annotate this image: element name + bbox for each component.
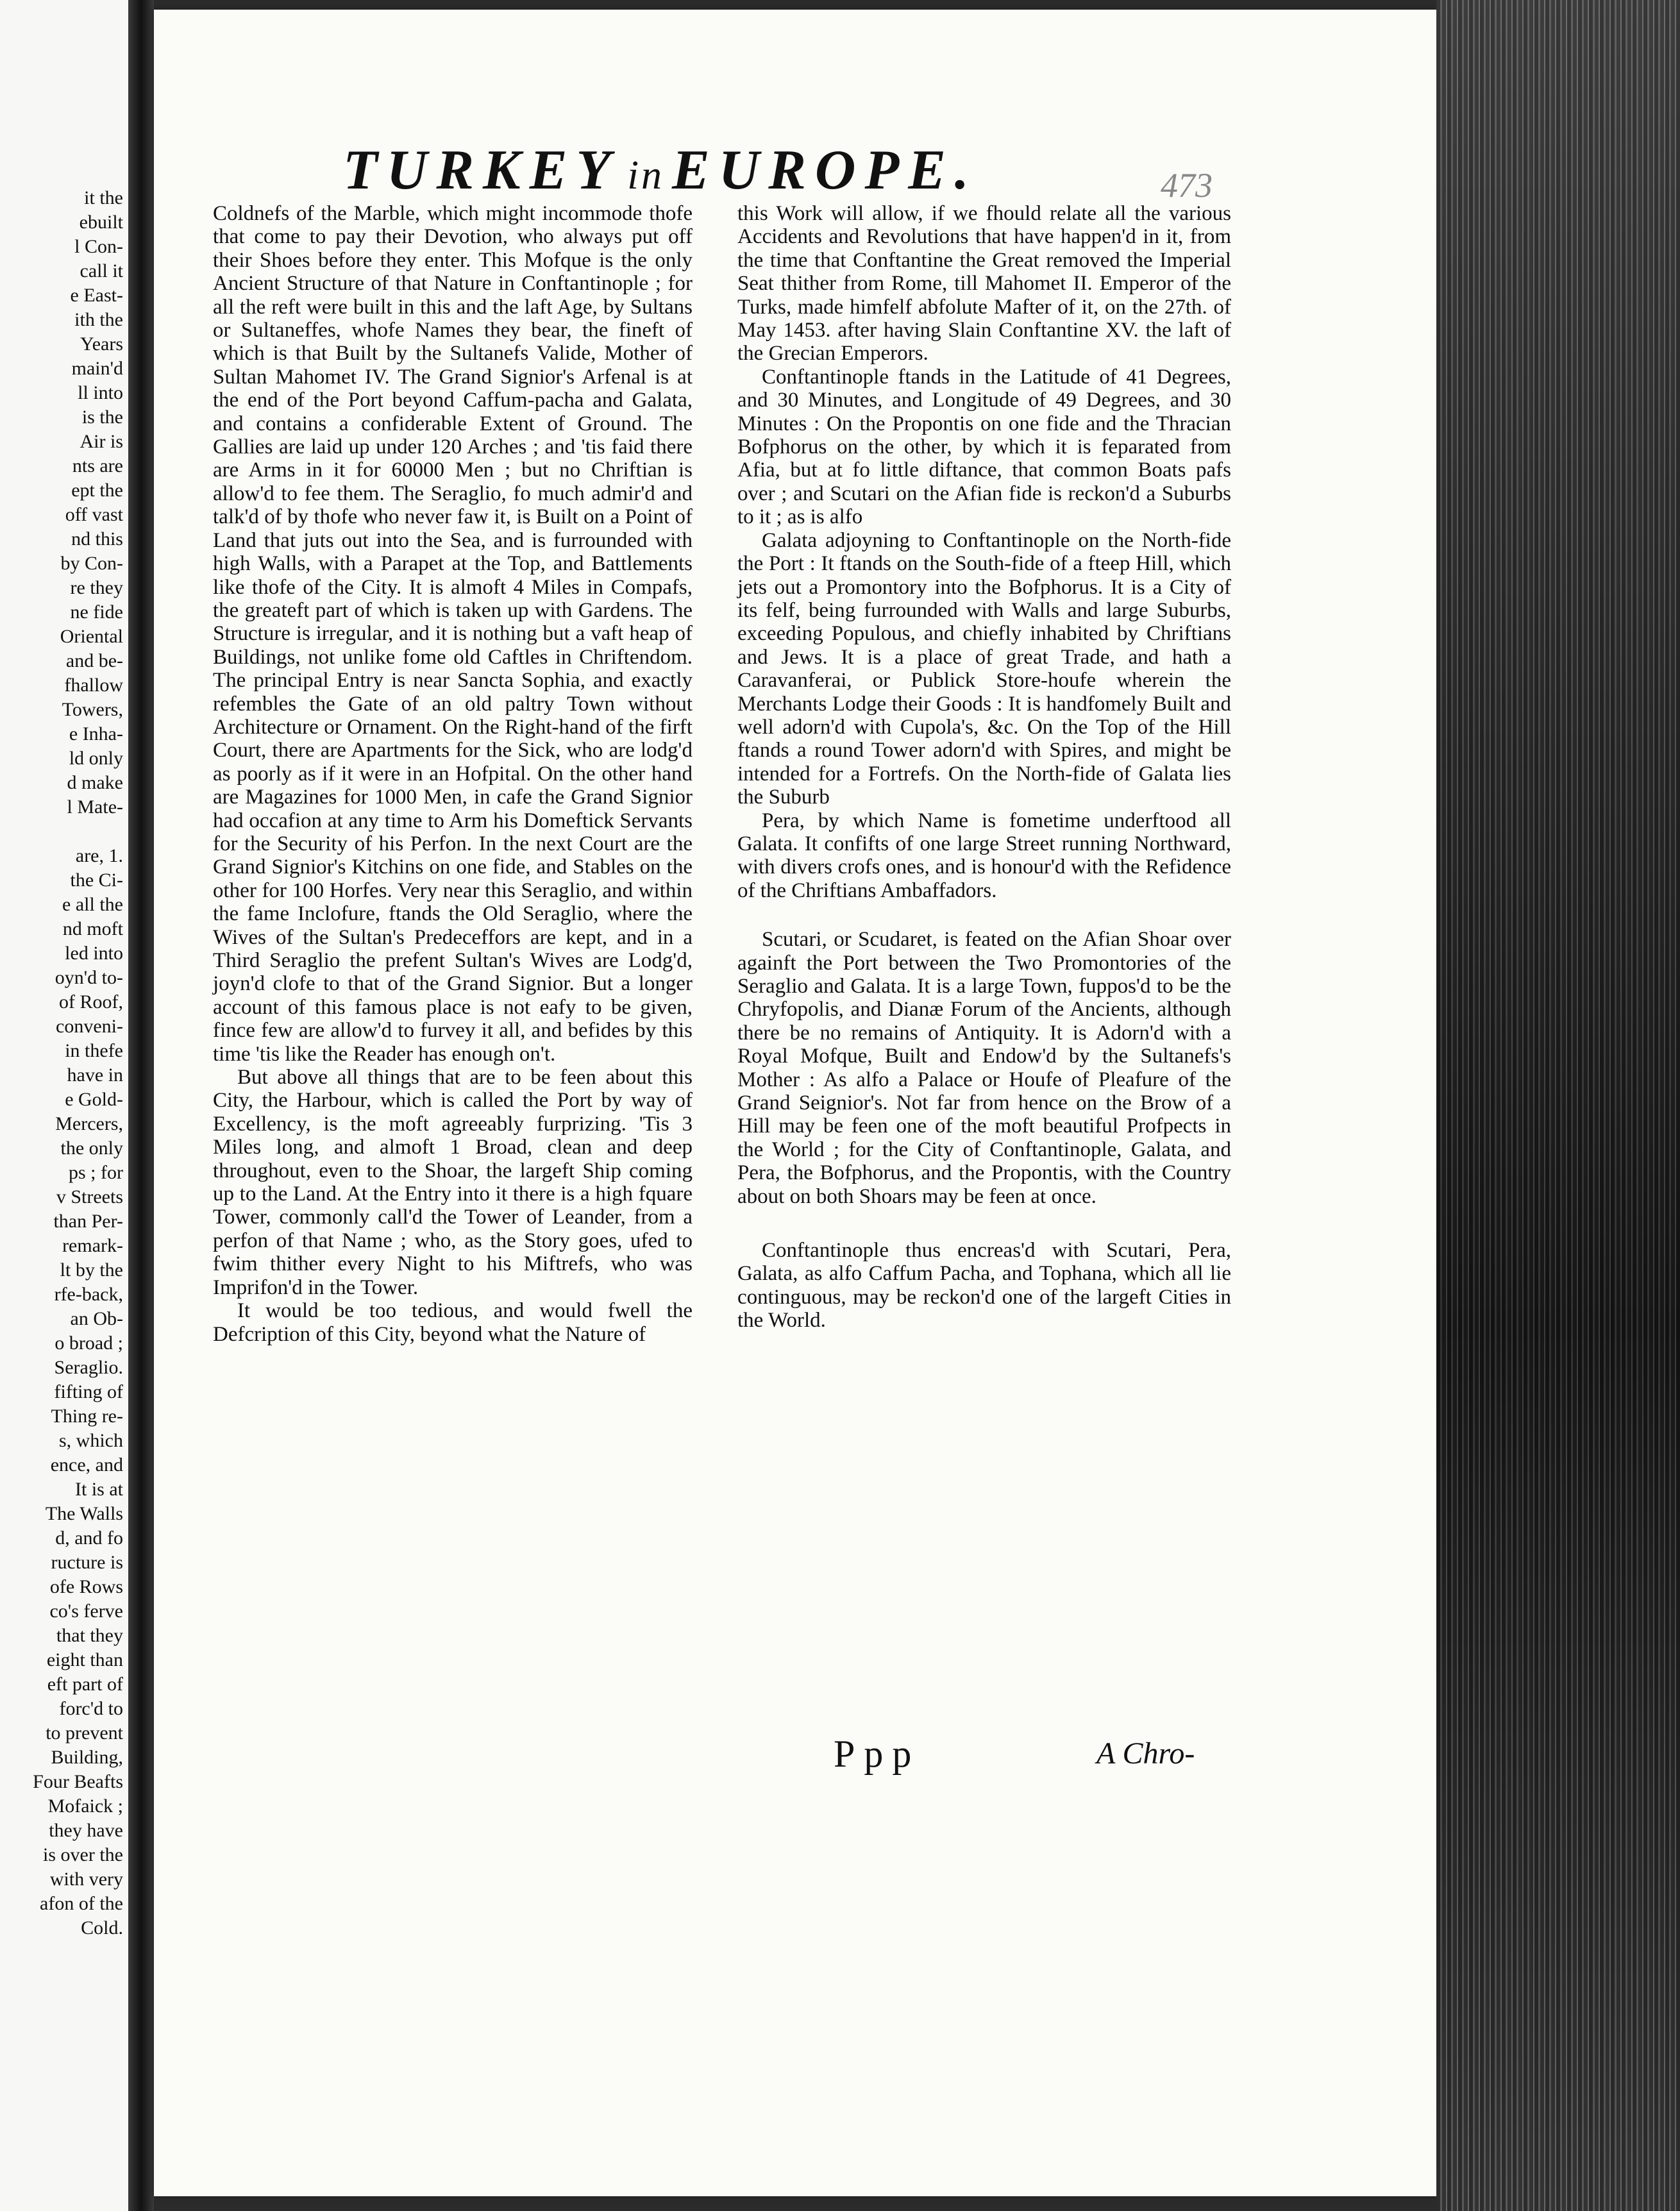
paragraph: Pera, by which Name is fometime underftood all Galata. It confifts of one large Street running Northward, with divers crofs ones, and is honour'd with the Refidence of the Chriftians Ambaffadors. — [737, 809, 1231, 902]
margin-fragment: Seraglio. — [54, 1357, 123, 1378]
paragraph: Conftantinople ftands in the Latitude of 41 Degrees, and 30 Minutes, and Longitude of 49 Degrees, and 30 Minutes : On the Propontis on one fide and the Thracian Bofphorus on the other, by which it is feparated from Afia, but at fo little diftance, that common Boats pafs over ; and Scutari on the Afian fide is reckon'd a Suburbs to it ; as is alfo — [737, 365, 1231, 529]
margin-fragment: an Ob- — [70, 1308, 123, 1329]
margin-fragment: nd this — [71, 528, 123, 550]
margin-fragment: have in — [67, 1064, 123, 1086]
margin-fragment: and be- — [65, 650, 123, 671]
margin-fragment: eft part of — [47, 1674, 123, 1695]
margin-fragment: e Gold- — [65, 1089, 123, 1110]
margin-fragment: d, and fo — [55, 1527, 123, 1549]
text-column-left — [213, 202, 693, 1346]
margin-fragment: by Con- — [60, 553, 123, 574]
margin-fragment: is over the — [43, 1844, 123, 1865]
margin-fragment: nd moft — [62, 918, 123, 939]
margin-fragment: co's ferve — [49, 1601, 123, 1622]
margin-fragment: e all the — [62, 894, 123, 915]
margin-fragment: The Walls — [45, 1503, 123, 1524]
margin-fragment: ll into — [78, 382, 123, 403]
margin-fragment: of Roof, — [59, 991, 123, 1013]
margin-fragment: remark- — [62, 1235, 123, 1256]
book-page-edges — [1436, 0, 1680, 2211]
margin-fragment: s, which — [59, 1430, 123, 1451]
margin-fragment: re they — [70, 577, 123, 598]
margin-fragment: ld only — [69, 748, 123, 769]
margin-fragment: ebuilt — [79, 212, 123, 233]
book-gutter — [128, 0, 154, 2211]
paragraph: Galata adjoyning to Conftantinople on the North-fide the Port : It ftands on the South-fide of a fteep Hill, which jets out a Promontory into the Bofphorus. It is a City of its felf, being furrounded with Walls and large Suburbs, exceeding Populous, and chiefly inhabited by Chriftians and Jews. It is a place of great Trade, and hath a Caravanferai, or Publick Store-houfe wherein the Merchants Lodge their Goods : It is handfomely Built and well adorn'd with Cupola's, &c. On the Top of the Hill ftands a round Tower adorn'd with Spires, and might be intended for a Fortrefs. On the North-fide of Galata lies the Suburb — [737, 528, 1231, 809]
margin-fragment: with very — [49, 1869, 123, 1890]
margin-fragment: Building, — [51, 1747, 123, 1768]
margin-fragment: Towers, — [62, 699, 123, 720]
margin-fragment: ne fide — [70, 601, 123, 623]
page-number: 473 — [1161, 166, 1213, 205]
margin-fragment: the only — [60, 1138, 123, 1159]
paragraph: this Work will allow, if we fhould relate all the various Accidents and Revolutions that have happen'd in it, from the time that Conftantine the Great removed the Imperial Seat thither from Rome, till Mahomet II. Emperor of the Turks, made himfelf abfolute Mafter of it, on the 27th. of May 1453. after having Slain Conftantine XV. the laft of the Grecian Emperors. — [737, 202, 1231, 366]
margin-fragment: Mercers, — [55, 1113, 123, 1134]
margin-fragment: Oriental — [60, 626, 123, 647]
margin-fragment: to prevent — [46, 1722, 123, 1744]
margin-fragment: d make — [67, 772, 123, 793]
margin-fragment: ofe Rows — [49, 1576, 123, 1597]
margin-fragment: in thefe — [65, 1040, 123, 1061]
margin-fragment: afon of the — [40, 1893, 123, 1914]
margin-fragment: main'd — [71, 358, 123, 379]
margin-fragment: fhallow — [64, 675, 123, 696]
margin-fragment: led into — [65, 943, 123, 964]
margin-fragment: eight than — [46, 1649, 123, 1670]
running-head-turkey: TURKEY — [343, 139, 620, 201]
margin-fragment: is the — [81, 407, 123, 428]
text-column-right — [737, 202, 1231, 1332]
paragraph: It would be too tedious, and would fwell the Defcription of this City, beyond what the Nature of — [213, 1299, 693, 1346]
running-head-in: in — [627, 152, 664, 198]
margin-fragment: the Ci- — [70, 870, 123, 891]
catchword: A Chro- — [1096, 1736, 1195, 1770]
previous-page-margin — [0, 0, 128, 2211]
margin-fragment: that they — [56, 1625, 123, 1646]
margin-fragment: oyn'd to- — [55, 967, 123, 988]
margin-fragment: v Streets — [56, 1186, 123, 1207]
margin-fragment: l Con- — [74, 236, 123, 257]
margin-fragment: it the — [84, 187, 123, 208]
margin-fragment: Thing re- — [51, 1406, 123, 1427]
paragraph: Coldnefs of the Marble, which might incommode thofe that come to pay their Devotion, who always put off their Shoes before they enter. This Mofque is the only Ancient Structure of that Nature in Conftantinople ; for all the reft were built in this and the laft Age, by Sultans or Sultaneffes, whofe Names they bear, the fineft of which is that Built by the Sultanefs Valide, Mother of Sultan Mahomet IV. The Grand Signior's Arfenal is at the end of the Port beyond Caffum-pacha and Galata, and contains a confiderable Extent of Ground. The Gallies are laid up under 120 Arches ; and 'tis faid there are Arms in it for 60000 Men ; but no Chriftian is allow'd to fee them. The Seraglio, fo much admir'd and talk'd of by thofe who never faw it, is Built on a Point of Land that juts out into the Sea, and is furrounded with high Walls, with a Parapet at the Top, and Battlements like thofe of the City. It is almoft 4 Miles in Compafs, the greateft part of which is taken up with Gardens. The Structure is irregular, and it is nothing but a vaft heap of Buildings, not unlike fome old Caftles in Chriftendom. The principal Entry is near Sancta Sophia, and exactly refembles the Gate of an old paltry Town without Architecture or Ornament. On the Right-hand of the firft Court, there are Apartments for the Sick, who are lodg'd as poorly as if it were in an Hofpital. On the other hand are Magazines for 1000 Men, in cafe the Grand Signior had occafion at any time to Arm his Domeftick Servants for the Security of his Perfon. In the next Court are the Grand Signior's Kitchins on one fide, and Stables on the other for 100 Horfes. Very near this Seraglio, and within the fame Inclofure, ftands the Old Seraglio, where the Wives of the Sultan's Predeceffors are kept, and in a Third Seraglio the prefent Sultan's Wives are Lodg'd, joyn'd clofe to that of the Grand Signior. But a longer account of this famous place is not eafy to be given, fince few are allow'd to furvey it all, and befides by this time 'tis like the Reader has enough on't. — [213, 202, 693, 1066]
margin-fragment: off vast — [65, 504, 123, 525]
margin-fragment: nts are — [72, 455, 123, 476]
paragraph: Conftantinople thus encreas'd with Scutari, Pera, Galata, as alfo Caffum Pacha, and Tophana, which all lie continguous, may be reckon'd one of the largeft Cities in the World. — [737, 1239, 1231, 1332]
margin-fragment: o broad ; — [55, 1332, 123, 1354]
margin-fragment: rfe-back, — [54, 1284, 123, 1305]
running-head-europe: EUROPE. — [671, 139, 978, 201]
margin-fragment: ence, and — [50, 1454, 123, 1475]
margin-fragment: call it — [80, 260, 123, 282]
margin-fragment: ructure is — [51, 1552, 123, 1573]
margin-fragment: It is at — [75, 1479, 123, 1500]
margin-fragment: are, 1. — [75, 845, 123, 866]
margin-fragment: forc'd to — [59, 1698, 123, 1719]
margin-fragment: Air is — [80, 431, 123, 452]
margin-fragment: ps ; for — [69, 1162, 123, 1183]
margin-fragment: ept the — [71, 480, 123, 501]
signature-mark: Ppp — [834, 1733, 921, 1775]
paragraph: Scutari, or Scudaret, is feated on the Afian Shoar over againft the Port between the Two Promontories of the Seraglio and Galata. It is a large Town, fuppos'd to be the Chryfopolis, and Dianæ Forum of the Ancients, although there be no remains of Antiquity. It is Adorn'd with a Royal Mofque, Built and Endow'd by the Sultanefs's Mother : As alfo a Palace or Houfe of Pleafure of the Grand Seignior's. Not far from hence on the Brow of a Hill may be feen one of the moft beautiful Profpects in the World ; for the City of Conftantinople, Galata, and Pera, the Bofphorus, and the Propontis, with the Country about on both Shoars may be feen at once. — [737, 928, 1231, 1208]
margin-fragment: e East- — [70, 285, 123, 306]
margin-fragment: fifting of — [54, 1381, 123, 1402]
paragraph: But above all things that are to be feen about this City, the Harbour, which is called the Port by way of Excellency, is the moft agreeably furprizing. 'Tis 3 Miles long, and almoft 1 Broad, clean and deep throughout, even to the Shoar, the largeft Ship coming up to the Land. At the Entry into it there is a high fquare Tower, commonly call'd the Tower of Leander, from a perfon of that Name ; who, as the Story goes, ufed to fwim thither every Night to his Miftrefs, who was Imprifon'd in the Tower. — [213, 1066, 693, 1299]
margin-fragment: ith the — [74, 309, 123, 330]
margin-fragment: than Per- — [53, 1211, 123, 1232]
margin-fragment: Mofaick ; — [47, 1795, 123, 1817]
running-head — [244, 138, 1077, 203]
margin-fragment: lt by the — [60, 1259, 123, 1281]
margin-fragment: e Inha- — [69, 723, 123, 744]
margin-fragment: they have — [49, 1820, 123, 1841]
margin-fragment: Four Beafts — [33, 1771, 123, 1792]
margin-fragment: l Mate- — [67, 796, 123, 818]
margin-fragment: Years — [80, 333, 123, 355]
margin-fragment: Cold. — [81, 1917, 123, 1938]
margin-fragment: conveni- — [56, 1016, 123, 1037]
